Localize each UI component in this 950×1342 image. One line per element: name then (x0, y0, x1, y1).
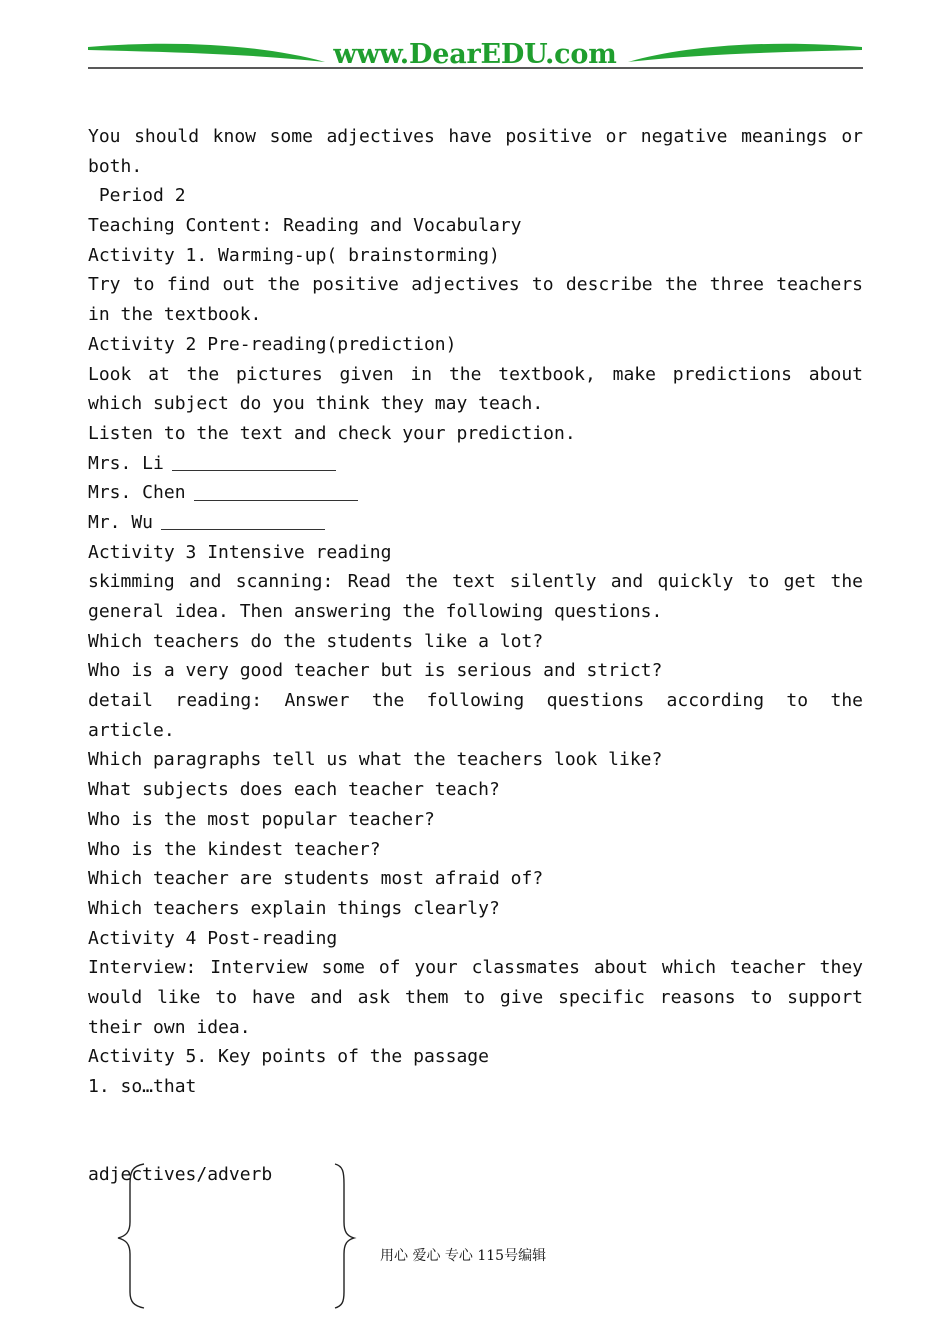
text-line: detail reading: Answer the following questions according to the (88, 690, 863, 712)
question-line: Which teachers explain things clearly? (88, 897, 500, 919)
text-line: Listen to the text and check your prediction. (88, 422, 576, 444)
key-point-item: 1. so…that (88, 1076, 197, 1097)
text-line: Interview: Interview some of your classmates about which teacher they (88, 957, 863, 979)
text-line: Look at the pictures given in the textbook, make predictions about (88, 363, 863, 385)
site-logo-text: www.DearEDU.com (333, 39, 617, 70)
question-line: Which teachers do the students like a lot? (88, 630, 544, 652)
text-line: Try to find out the positive adjectives to describe the three teachers (88, 274, 863, 296)
answer-blank (194, 486, 358, 501)
fill-in-item (88, 449, 863, 479)
text-line: general idea. Then answering the following questions. (88, 601, 663, 622)
fill-in-label: Mrs. Chen (88, 482, 186, 504)
activity-heading: Activity 3 Intensive reading (88, 541, 392, 563)
activity-heading: Activity 2 Pre-reading(prediction) (88, 333, 457, 355)
brace-label: adjectives/adverb (88, 1164, 273, 1185)
activity-heading: Activity 5. Key points of the passage (88, 1046, 489, 1068)
text-line: Teaching Content: Reading and Vocabulary (88, 215, 522, 237)
text-line: their own idea. (88, 1016, 251, 1038)
fill-in-item (88, 508, 863, 538)
answer-blank (161, 515, 325, 530)
question-line: What subjects does each teacher teach? (88, 779, 500, 801)
page-header (0, 0, 950, 80)
text-line: in the textbook. (88, 304, 262, 326)
text-line: skimming and scanning: Read the text silently and quickly to get the (88, 571, 863, 593)
page-footer: 用心 爱心 专心 115号编辑 (380, 1248, 547, 1264)
document-body (88, 122, 863, 1102)
text-line: which subject do you think they may teach. (88, 393, 544, 415)
fill-in-label: Mr. Wu (88, 511, 154, 533)
question-line: Who is the kindest teacher? (88, 838, 381, 860)
activity-heading: Activity 1. Warming-up( brainstorming) (88, 244, 500, 266)
fill-in-label: Mrs. Li (88, 452, 164, 474)
question-line: Who is a very good teacher but is serious and strict? (88, 660, 663, 682)
answer-blank (172, 456, 336, 471)
section-heading: Period 2 (88, 185, 186, 207)
text-line: article. (88, 719, 175, 741)
question-line: Who is the most popular teacher? (88, 808, 435, 830)
text-line: both. (88, 155, 143, 177)
text-line: You should know some adjectives have positive or negative meanings or (88, 126, 863, 147)
activity-heading: Activity 4 Post-reading (88, 927, 338, 949)
text-line: would like to have and ask them to give specific reasons to support (88, 986, 863, 1008)
question-line: Which paragraphs tell us what the teachers look like? (88, 749, 663, 771)
question-line: Which teacher are students most afraid of? (88, 868, 544, 890)
fill-in-item (88, 478, 863, 508)
brace-diagram (88, 1160, 388, 1320)
